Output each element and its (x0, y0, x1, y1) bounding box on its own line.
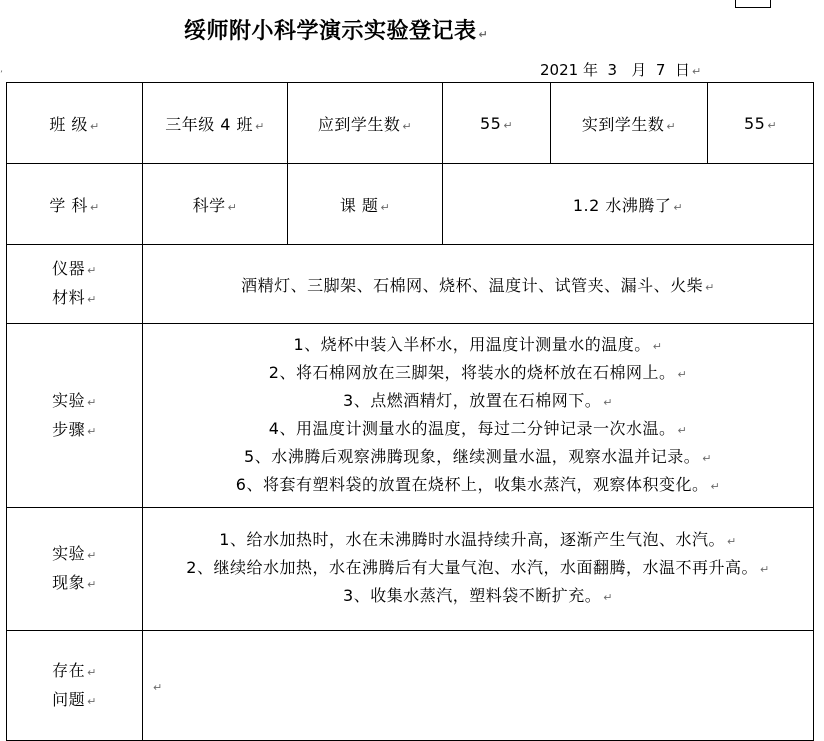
phenomena-list-cell[interactable] (143, 508, 814, 631)
paragraph-mark: ↵ (87, 424, 97, 438)
page-corner-box (735, 0, 771, 8)
steps-list-cell[interactable] (143, 324, 814, 508)
paragraph-mark: ↵ (87, 549, 97, 562)
materials-label-cell (7, 245, 143, 324)
paragraph-mark: ↵ (666, 119, 677, 133)
materials-label-line1: 仪器 (52, 259, 86, 278)
paragraph-mark: ↵ (702, 451, 712, 465)
step-text: 4、用温度计测量水的温度，每过二分钟记录一次水温。 (268, 418, 676, 438)
subject-row (7, 164, 814, 245)
topic-value: 1.2 水沸腾了 (572, 195, 672, 215)
experiment-record-table (6, 82, 814, 741)
class-value-cell[interactable] (143, 83, 288, 164)
expected-count-label-cell (288, 83, 443, 164)
paragraph-mark: ↵ (673, 200, 684, 214)
paragraph-mark: ↵ (402, 119, 413, 133)
paragraph-mark: ↵ (255, 119, 265, 133)
step-item (143, 388, 813, 416)
phenomena-row (7, 508, 814, 631)
step-text: 3、点燃酒精灯，放置在石棉网下。 (343, 390, 602, 410)
step-text: 6、将套有塑料袋的放置在烧杯上，收集水蒸汽，观察体积变化。 (235, 474, 709, 494)
paragraph-mark: ↵ (677, 423, 688, 437)
problems-label-cell (7, 631, 143, 741)
paragraph-mark: ↵ (503, 118, 514, 132)
class-value: 三年级 4 班 (165, 114, 254, 134)
paragraph-mark: ↵ (87, 395, 97, 409)
subject-value-cell[interactable] (143, 164, 288, 245)
subject-label-cell (7, 164, 143, 245)
paragraph-mark: ↵ (767, 118, 778, 132)
phenomenon-item (143, 583, 813, 611)
phenomenon-text: 2、继续给水加热，水在沸腾后有大量气泡、水汽，水面翻腾，水温不再升高。 (186, 558, 758, 577)
class-label-cell (7, 83, 143, 164)
actual-count-label-cell (551, 83, 708, 164)
problems-label-line1: 存在 (52, 660, 86, 680)
phenomenon-text: 1、给水加热时，水在未沸腾时水温持续升高，逐渐产生气泡、水汽。 (219, 530, 725, 549)
class-label: 班 级 (49, 114, 88, 134)
expected-count-value: 55 (479, 113, 502, 133)
topic-label-cell (288, 164, 443, 245)
expected-count-value-cell[interactable] (443, 83, 551, 164)
paragraph-mark: ↵ (87, 293, 97, 306)
step-text: 1、烧杯中装入半杯水，用温度计测量水的温度。 (293, 334, 651, 354)
margin-mark: ʼ (0, 70, 3, 80)
paragraph-mark: ↵ (87, 264, 97, 277)
paragraph-mark: ↵ (652, 339, 663, 353)
phenomenon-item (143, 555, 813, 583)
problems-value-cell[interactable] (143, 631, 814, 741)
actual-count-label: 实到学生数 (581, 114, 665, 134)
paragraph-mark: ↵ (710, 479, 721, 493)
paragraph-mark: ↵ (87, 665, 97, 679)
subject-value: 科学 (192, 195, 226, 215)
materials-label-line2: 材料 (52, 288, 86, 307)
step-text: 2、将石棉网放在三脚架，将装水的烧杯放在石棉网上。 (268, 362, 676, 382)
step-text: 5、水沸腾后观察沸腾现象，继续测量水温，观察水温并记录。 (244, 446, 701, 466)
page-title (184, 14, 488, 45)
page-title-text: 绥师附小科学演示实验登记表 (184, 19, 477, 44)
paragraph-mark: ↵ (227, 200, 238, 214)
paragraph-mark: ↵ (89, 119, 100, 133)
paragraph-mark: ↵ (87, 694, 97, 708)
step-item (143, 332, 813, 360)
actual-count-value: 55 (743, 113, 766, 133)
subject-label: 学 科 (49, 195, 88, 215)
problems-row (7, 631, 814, 741)
topic-label: 课 题 (339, 195, 379, 215)
phenomenon-item (143, 527, 813, 555)
phenomena-label-line1: 实验 (52, 544, 86, 563)
materials-value: 酒精灯、三脚架、石棉网、烧杯、温度计、试管夹、漏斗、火柴 (241, 275, 704, 295)
paragraph-mark: ↵ (726, 535, 737, 548)
phenomena-label-line2: 现象 (52, 573, 86, 592)
phenomena-label-cell (7, 508, 143, 631)
record-date-text: 2021 年 3 月 7 日 (540, 61, 690, 79)
paragraph-mark: ↵ (89, 200, 100, 214)
phenomenon-text: 3、收集水蒸汽，塑料袋不断扩充。 (343, 586, 602, 605)
step-item (143, 360, 813, 388)
paragraph-mark: ↵ (603, 395, 613, 409)
step-item (143, 472, 813, 500)
expected-count-label: 应到学生数 (317, 114, 401, 134)
paragraph-mark: ↵ (380, 200, 391, 214)
paragraph-mark: ↵ (705, 280, 715, 294)
step-item (143, 444, 813, 472)
paragraph-mark: ↵ (759, 563, 770, 576)
paragraph-mark: ↵ (153, 681, 163, 694)
actual-count-value-cell[interactable] (708, 83, 814, 164)
problems-label-line2: 问题 (52, 689, 86, 709)
topic-value-cell[interactable] (443, 164, 814, 245)
paragraph-mark: ↵ (87, 578, 97, 591)
paragraph-mark: ↵ (677, 367, 688, 381)
materials-row (7, 245, 814, 324)
steps-label-line2: 步骤 (52, 419, 86, 439)
paragraph-mark: ↵ (603, 591, 613, 604)
paragraph-mark: ↵ (478, 28, 489, 41)
steps-label-cell (7, 324, 143, 508)
steps-label-line1: 实验 (52, 390, 86, 410)
steps-row (7, 324, 814, 508)
class-row (7, 83, 814, 164)
materials-value-cell[interactable] (143, 245, 814, 324)
record-date (540, 59, 701, 80)
paragraph-mark: ↵ (691, 65, 702, 78)
step-item (143, 416, 813, 444)
